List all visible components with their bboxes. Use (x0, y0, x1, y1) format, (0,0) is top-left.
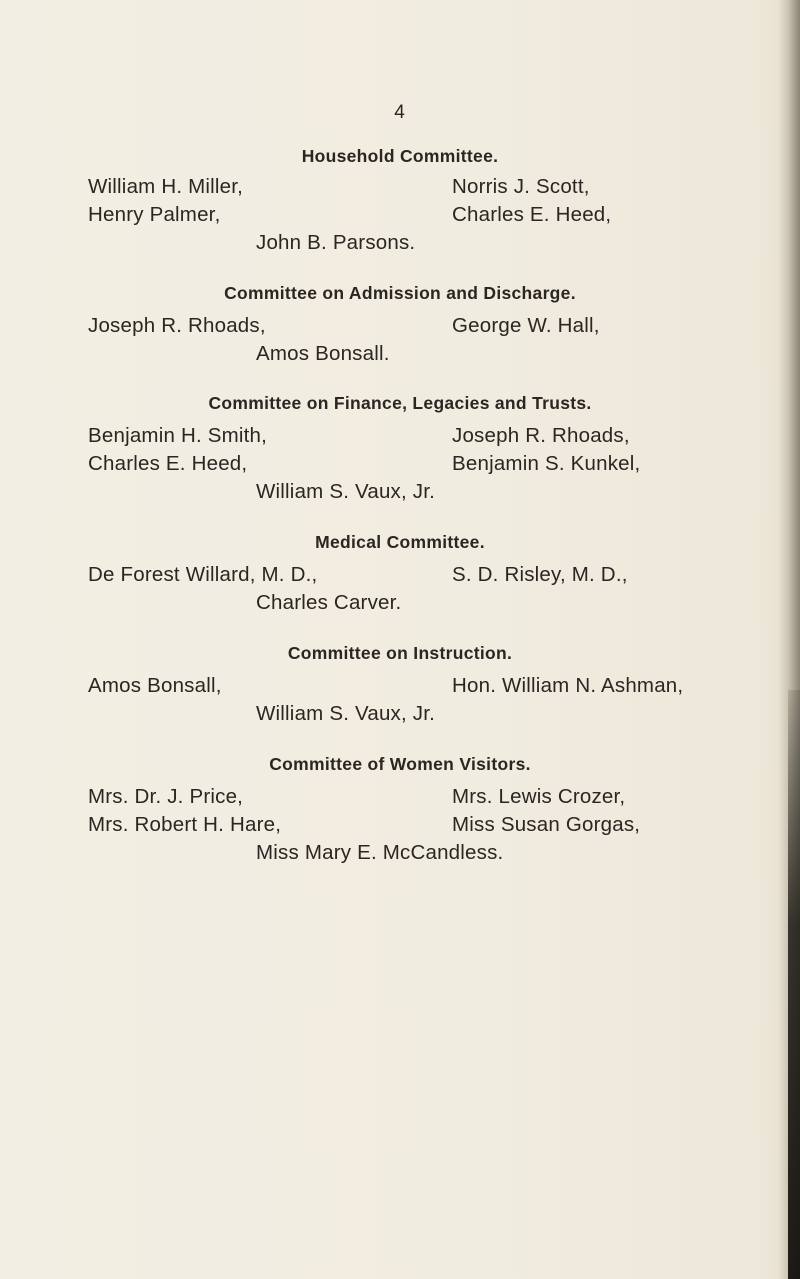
page-number: 4 (394, 102, 406, 123)
member-name: George W. Hall, (452, 314, 600, 337)
member-name: John B. Parsons. (256, 231, 416, 254)
member-name: Charles E. Heed, (88, 452, 248, 475)
member-name: Hon. William N. Ashman, (452, 674, 684, 697)
heading-household-committee: Household Committee. (301, 146, 499, 166)
member-name: Mrs. Robert H. Hare, (88, 813, 282, 836)
heading-women-visitors: Committee of Women Visitors. (269, 754, 531, 774)
member-name: Mrs. Dr. J. Price, (88, 785, 244, 808)
member-name: Benjamin S. Kunkel, (452, 452, 641, 475)
heading-instruction-committee: Committee on Instruction. (287, 643, 513, 663)
member-name: De Forest Willard, M. D., (88, 563, 318, 586)
member-name: Henry Palmer, (88, 203, 221, 226)
member-name: Joseph R. Rhoads, (452, 424, 630, 447)
heading-medical-committee: Medical Committee. (315, 532, 485, 552)
member-name: William H. Miller, (88, 175, 244, 198)
heading-finance-legacies-trusts: Committee on Finance, Legacies and Trusts. (208, 393, 592, 413)
member-name: Charles E. Heed, (452, 203, 612, 226)
member-name: William S. Vaux, Jr. (256, 702, 436, 725)
member-name: Mrs. Lewis Crozer, (452, 785, 626, 808)
heading-admission-discharge: Committee on Admission and Discharge. (224, 283, 576, 303)
member-name: Miss Mary E. McCandless. (256, 841, 504, 864)
member-name: S. D. Risley, M. D., (452, 563, 628, 586)
page-edge-binding (788, 690, 800, 1279)
member-name: Amos Bonsall, (88, 674, 222, 697)
member-name: Amos Bonsall. (256, 342, 390, 365)
member-name: Charles Carver. (256, 591, 402, 614)
member-name: Miss Susan Gorgas, (452, 813, 641, 836)
member-name: Norris J. Scott, (452, 175, 590, 198)
member-name: Joseph R. Rhoads, (88, 314, 266, 337)
member-name: William S. Vaux, Jr. (256, 480, 436, 503)
member-name: Benjamin H. Smith, (88, 424, 268, 447)
